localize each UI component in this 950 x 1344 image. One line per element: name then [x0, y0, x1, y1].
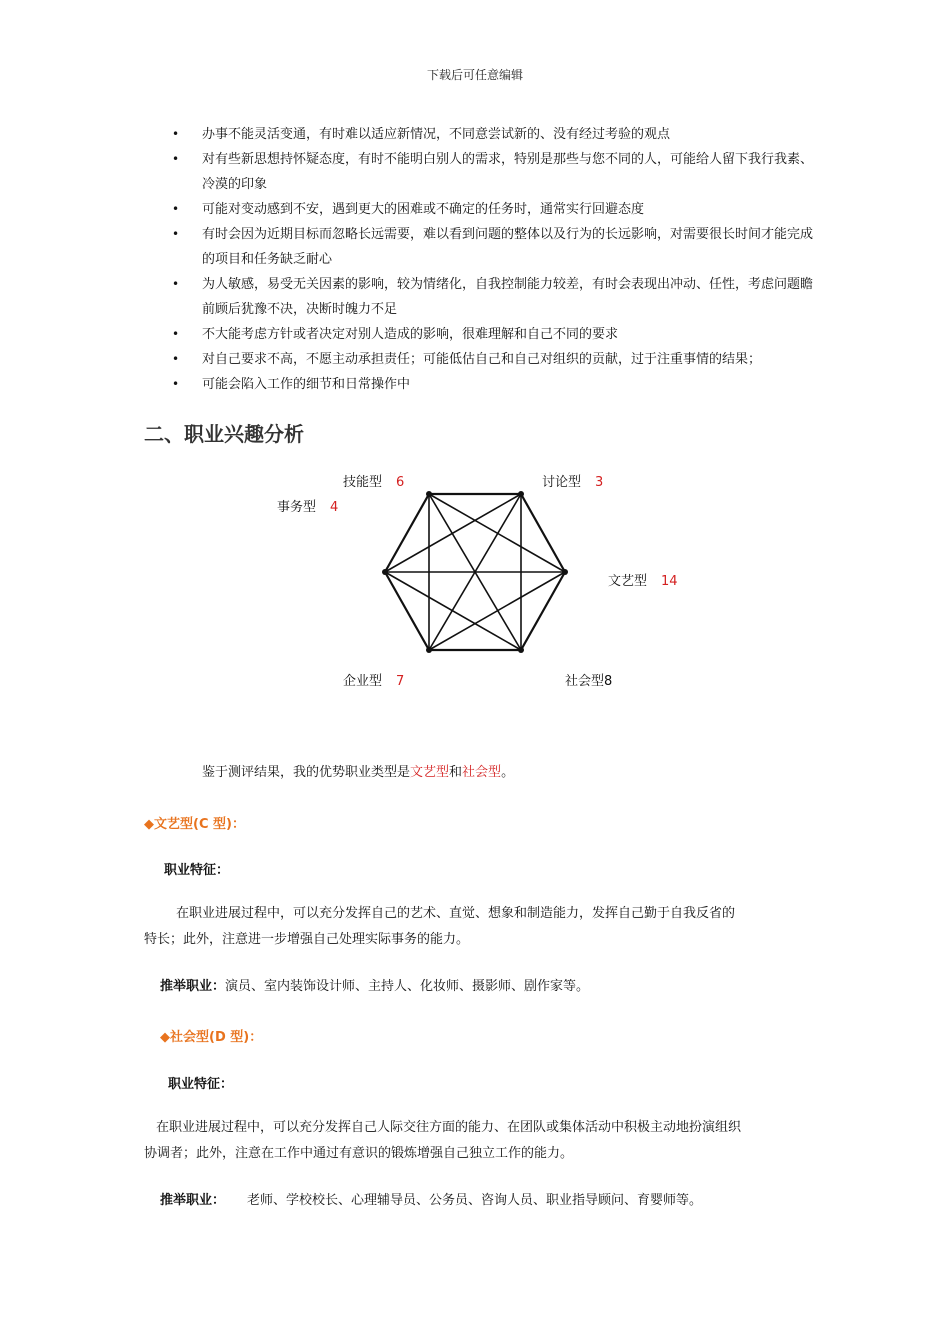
hexagon-vertex [382, 569, 388, 575]
list-item: • 不大能考虑方针或者决定对别人造成的影响，很难理解和自己不同的要求 [160, 322, 820, 347]
list-item: • 为人敏感，易受无关因素的影响，较为情绪化，自我控制能力较差，有时会表现出冲动、任性，考虑问题瞻前顾后犹豫不决，决断时魄力不足 [160, 272, 820, 322]
bullet-icon: • [172, 277, 180, 291]
page-header: 下载后可任意编辑 [426, 68, 523, 82]
list-item: • 对有些新思想持怀疑态度，有时不能明白别人的需求，特别是那些与您不同的人，可能给人留下我行我素、冷漠的印象 [160, 147, 820, 197]
type-c-feature-line2: 特长；此外，注意进一步增强自己处理实际事务的能力。 [144, 932, 470, 947]
node-label-social: 社会型8 [565, 674, 613, 689]
bullet-icon: • [172, 127, 180, 141]
bullet-icon: • [172, 202, 180, 216]
hexagon-vertex [426, 647, 432, 653]
node-label-enterprise: 企业型 7 [343, 674, 405, 689]
bullet-icon: • [172, 352, 180, 366]
node-label-conventional: 事务型 4 [277, 500, 339, 515]
type-c-feature-line1: 在职业进展过程中，可以充分发挥自己的艺术、直觉、想象和制造能力，发挥自己勤于自我反省的 [176, 906, 736, 921]
node-score: 6 [396, 475, 405, 490]
type-c-recommend: 推举职业：演员、室内装饰设计师、主持人、化妆师、摄影师、剧作家等。 [160, 979, 590, 994]
hexagon-vertex [518, 647, 524, 653]
node-label-discussion: 讨论型 3 [542, 475, 604, 490]
list-item: • 对自己要求不高，不愿主动承担责任；可能低估自己和自己对组织的贡献，过于注重事情的结果； [160, 347, 820, 372]
bullet-icon: • [172, 227, 180, 241]
node-label-artistic: 文艺型 14 [608, 574, 678, 589]
hexagon-vertex [518, 491, 524, 497]
type-d-feature-label: 职业特征： [168, 1077, 234, 1092]
node-score: 3 [595, 475, 604, 490]
list-item: • 可能会陷入工作的细节和日常操作中 [160, 372, 820, 397]
bullet-icon: • [172, 377, 180, 391]
section-title: 二、职业兴趣分析 [144, 422, 304, 446]
bullet-icon: • [172, 327, 180, 341]
node-score: 4 [330, 500, 339, 515]
top-type-2: 社会型 [462, 765, 502, 780]
top-type-1: 文艺型 [410, 765, 450, 780]
node-score: 7 [396, 674, 405, 689]
hexagon-diagonal [429, 572, 565, 650]
list-item: • 有时会因为近期目标而忽略长远需要，难以看到问题的整体以及行为的长远影响，对需要很长时间才能完成的项目和任务缺乏耐心 [160, 222, 820, 272]
hexagon-vertex [562, 569, 568, 575]
type-d-feature-line1: 在职业进展过程中，可以充分发挥自己人际交往方面的能力、在团队或集体活动中积极主动地扮演组织 [156, 1120, 742, 1135]
type-d-heading: ◆社会型(D 型)： [160, 1030, 263, 1045]
list-item: • 办事不能灵活变通，有时难以适应新情况，不同意尝试新的、没有经过考验的观点 [160, 122, 820, 147]
type-d-feature-line2: 协调者；此外，注意在工作中通过有意识的锻炼增强自己独立工作的能力。 [144, 1146, 574, 1161]
summary-text: 鉴于测评结果，我的优势职业类型是文艺型和社会型。 [202, 765, 515, 780]
hexagon-diagonal [385, 572, 521, 650]
hexagon-diagonal [429, 494, 565, 572]
node-score: 14 [661, 574, 678, 589]
bullet-icon: • [172, 152, 180, 166]
hexagon-diagonal [385, 494, 521, 572]
node-score: 8 [604, 674, 613, 689]
node-label-skill: 技能型 6 [343, 475, 405, 490]
hexagon-vertex [426, 491, 432, 497]
type-c-feature-label: 职业特征： [164, 863, 230, 878]
list-item: • 可能对变动感到不安，遇到更大的困难或不确定的任务时，通常实行回避态度 [160, 197, 820, 222]
type-c-heading: ◆文艺型(C 型)： [144, 817, 245, 832]
type-d-recommend: 推举职业： 老师、学校校长、心理辅导员、公务员、咨询人员、职业指导顾问、育婴师等。 [160, 1193, 703, 1208]
